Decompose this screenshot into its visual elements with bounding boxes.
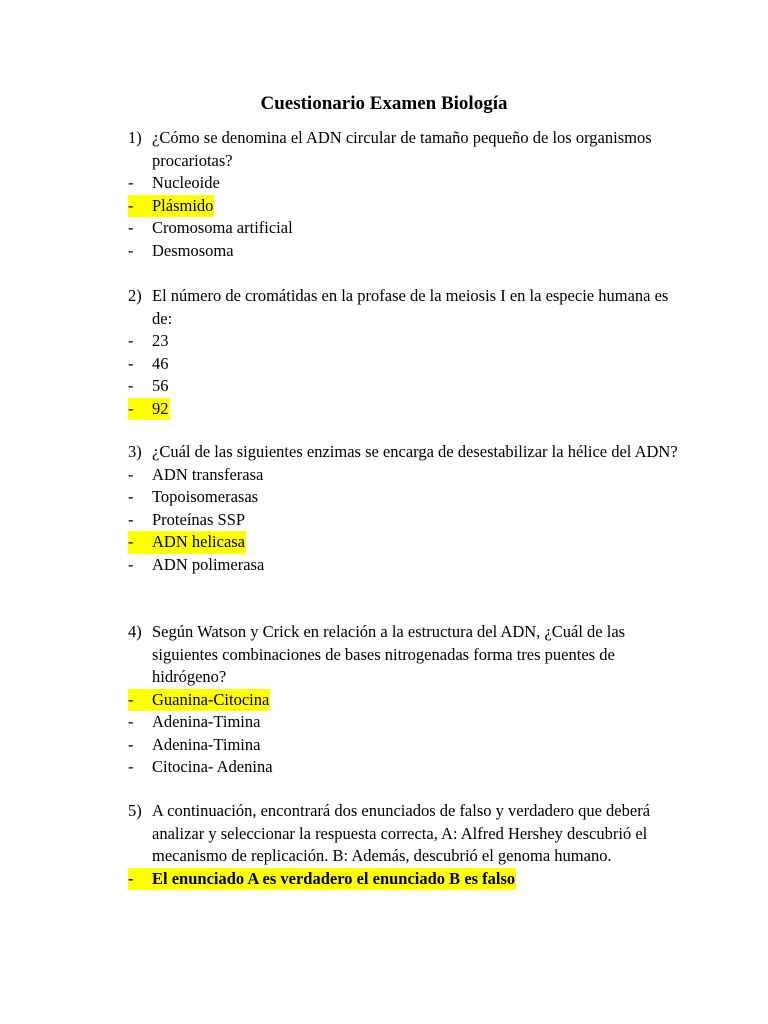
- option-dash: -: [128, 173, 134, 192]
- answer-option: [128, 509, 688, 532]
- question-5: [128, 800, 688, 890]
- answer-option-correct: [128, 398, 688, 421]
- option-text: Adenina-Timina: [152, 734, 261, 754]
- option-dash: -: [128, 398, 152, 421]
- option-dash: -: [128, 868, 152, 891]
- option-text: ADN polimerasa: [152, 554, 265, 574]
- option-dash: -: [128, 487, 134, 506]
- answer-option: [128, 554, 688, 577]
- question-stem: [128, 621, 688, 689]
- question-1: [128, 127, 688, 262]
- option-text: Desmosoma: [152, 240, 234, 260]
- answer-option: [128, 464, 688, 487]
- answer-option: [128, 217, 688, 240]
- option-dash: -: [128, 464, 134, 484]
- question-text: A continuación, encontrará dos enunciados de falso y verdadero que deberá analizar y seleccionar la respuesta correcta, A: Alfred Hershey descubrió el mecanismo de replicación. B: Además, descubrió el genoma humano.: [152, 801, 651, 865]
- option-dash: -: [128, 531, 152, 554]
- answer-option-correct: [128, 195, 688, 218]
- question-number: 2): [128, 286, 142, 305]
- option-text: 56: [152, 376, 169, 395]
- question-4: [128, 621, 688, 779]
- answer-option-correct: [128, 689, 688, 712]
- option-dash: -: [128, 240, 134, 260]
- question-number: 4): [128, 622, 142, 641]
- answer-option-correct: [128, 531, 688, 554]
- answer-option: [128, 353, 688, 376]
- option-text: ADN helicasa: [152, 531, 246, 554]
- option-dash: -: [128, 734, 134, 754]
- option-text: ADN transferasa: [152, 464, 264, 484]
- question-stem: [128, 800, 688, 868]
- option-dash: -: [128, 218, 134, 237]
- answer-option: [128, 330, 688, 353]
- option-text: Adenina-Timina: [152, 712, 261, 731]
- question-number: 5): [128, 801, 142, 820]
- document-title: Cuestionario Examen Biología: [260, 93, 508, 114]
- option-text: El enunciado A es verdadero el enunciado B es falso: [152, 868, 516, 891]
- option-text: Guanina-Citocina: [152, 689, 270, 712]
- question-number: 3): [128, 442, 142, 461]
- option-dash: -: [128, 331, 134, 350]
- question-stem: [128, 441, 688, 464]
- question-stem: [128, 127, 688, 172]
- question-stem: [128, 285, 688, 330]
- option-dash: -: [128, 376, 134, 395]
- answer-option: [128, 375, 688, 398]
- option-text: Citocina- Adenina: [152, 757, 273, 776]
- option-text: 23: [152, 331, 169, 350]
- answer-option: [128, 486, 688, 509]
- answer-option-correct: [128, 868, 688, 891]
- option-text: Plásmido: [152, 195, 214, 218]
- option-dash: -: [128, 757, 134, 776]
- option-dash: -: [128, 195, 152, 218]
- option-text: Nucleoide: [152, 173, 220, 192]
- option-dash: -: [128, 353, 134, 373]
- answer-option: [128, 711, 688, 734]
- answer-option: [128, 240, 688, 263]
- question-3: [128, 441, 688, 576]
- question-text: ¿Cómo se denomina el ADN circular de tamaño pequeño de los organismos procariotas?: [152, 128, 652, 170]
- answer-option: [128, 734, 688, 757]
- option-dash: -: [128, 689, 152, 712]
- option-text: 92: [152, 398, 170, 421]
- answer-option: [128, 172, 688, 195]
- question-text: Según Watson y Crick en relación a la estructura del ADN, ¿Cuál de las siguientes combinaciones de bases nitrogenadas forma tres puentes de hidrógeno?: [152, 622, 626, 686]
- option-dash: -: [128, 554, 134, 574]
- question-text: ¿Cuál de las siguientes enzimas se encarga de desestabilizar la hélice del ADN?: [152, 442, 678, 461]
- answer-option: [128, 756, 688, 779]
- option-text: Proteínas SSP: [152, 509, 246, 529]
- question-2: [128, 285, 688, 420]
- option-dash: -: [128, 509, 134, 529]
- option-text: 46: [152, 353, 169, 373]
- question-number: 1): [128, 128, 142, 147]
- option-text: Topoisomerasas: [152, 487, 259, 506]
- option-text: Cromosoma artificial: [152, 218, 293, 237]
- question-text: El número de cromátidas en la profase de la meiosis I en la especie humana es de:: [152, 286, 669, 328]
- option-dash: -: [128, 712, 134, 731]
